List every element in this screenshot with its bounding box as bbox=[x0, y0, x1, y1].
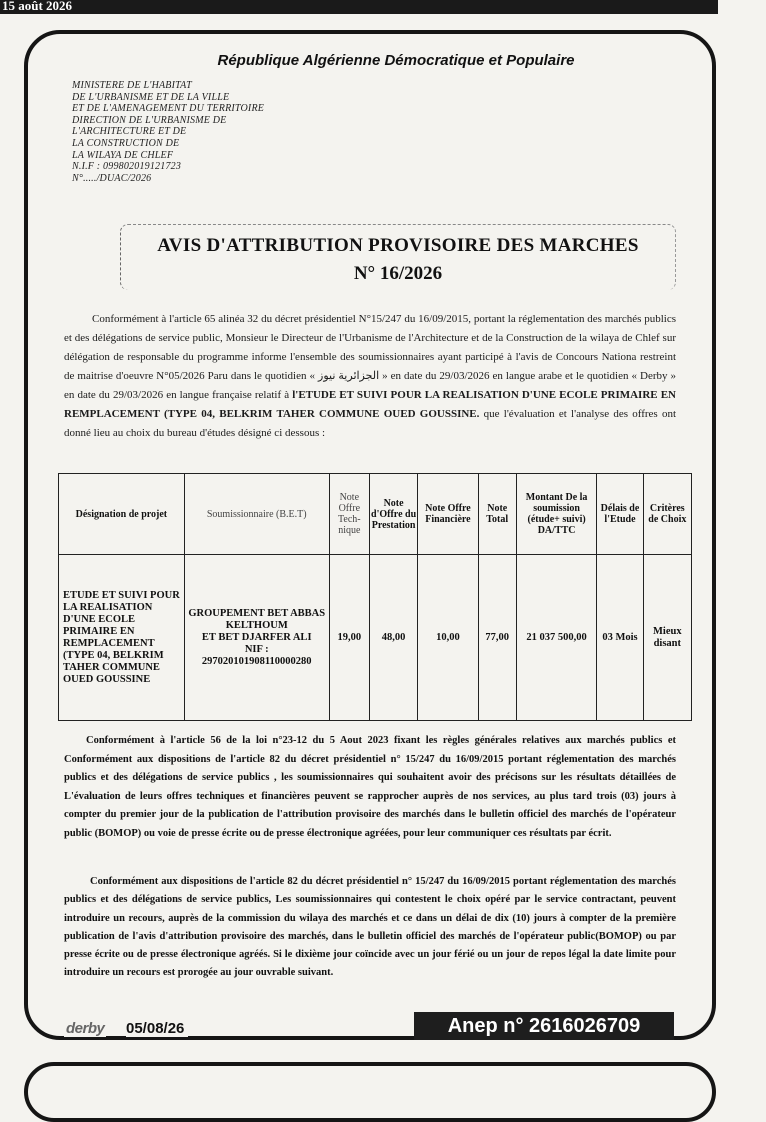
notice-title: AVIS D'ATTRIBUTION PROVISOIRE DES MARCHES bbox=[157, 235, 639, 256]
project-name: l'ETUDE ET SUIVI POUR LA REALISATION D'UNE ECOLE PRIMAIRE EN REMPLACEMENT (TYPE 04, BELKRIM TAHER COMMUNE OUED GOUSSINE. bbox=[64, 389, 676, 420]
header-note-tech: Note Offre Tech-nique bbox=[329, 474, 369, 555]
header-note-prestation: Note d'Offre du Prestation bbox=[369, 474, 417, 555]
cell-criteria: Mieux disant bbox=[643, 555, 691, 721]
header-project: Désignation de projet bbox=[59, 474, 185, 555]
next-notice-frame bbox=[24, 1062, 716, 1122]
republic-header: République Algérienne Démocratique et Populaire bbox=[217, 52, 575, 69]
header-note-fin: Note Offre Financière bbox=[418, 474, 478, 555]
cell-delay: 03 Mois bbox=[597, 555, 643, 721]
recourse-info-paragraph: Conformément à l'article 56 de la loi n°23-12 du 5 Aout 2023 fixant les règles générales relatives aux marchés publics et Conformément aux dispositions de l'article 82 du décret présidentiel n° 15/247 du 16/09/2015 portant réglementation des marchés publics et des délégations de service publics , les soumissionnaires qui souhaitent avoir des précisons sur les résultats détaillées de L'évaluation de leurs offres techniques et financières peuvent se rapprocher auprès de nos services, au plus tard trois (03) jours à compter du premier jour de la publication de l'attribution provisoire des marchés dans le bulletin officiel des marchés de l'opérateur public (BOMOP) ou voie de presse écrite ou de presse électronique agréées, pour leur communiquer ces résultats par écrit. bbox=[64, 735, 676, 839]
header-amount: Montant De la soumission (étude+ suivi) DA/TTC bbox=[516, 474, 597, 555]
publication-date: 05/08/26 bbox=[126, 1020, 188, 1037]
bidder-line: 297020101908110000280 bbox=[201, 655, 312, 667]
title-box bbox=[120, 224, 676, 290]
ministry-line: LA WILAYA DE CHLEF bbox=[72, 149, 174, 161]
notice-number: N° 16/2026 bbox=[353, 263, 443, 284]
ministry-line: L'ARCHITECTURE ET DE bbox=[72, 126, 187, 138]
bidder-line: ET BET DJARFER ALI bbox=[201, 631, 312, 643]
cell-note-fin: 10,00 bbox=[418, 555, 478, 721]
header-criteria: Critères de Choix bbox=[643, 474, 691, 555]
intro-text: » en date du 29/03/2026 en langue arabe et le quotidien « Derby » en date du 29/03/2026 en langue française relatif à bbox=[64, 370, 677, 401]
ministry-line: LA CONSTRUCTION DE bbox=[72, 137, 180, 149]
date-strip: 15 août 2026 bbox=[0, 0, 718, 14]
derby-logo: derby bbox=[66, 1020, 105, 1037]
results-table bbox=[58, 473, 692, 721]
ministry-block bbox=[72, 80, 332, 184]
ministry-line: DIRECTION DE L'URBANISME DE bbox=[72, 114, 227, 126]
table-row bbox=[59, 555, 692, 721]
intro-paragraph bbox=[64, 310, 676, 443]
appeal-paragraph: Conformément aux dispositions de l'article 82 du décret présidentiel n° 15/247 du 16/09/2015 portant réglementation des marchés publics et des délégations de service publics, Les soumissionnaires qui contestent le choix opéré par le service contractant, peuvent introduire un recours, auprès de la commission du wilaya des marchés et ce dans un délai de dix (10) jours à compter de la première publication de l'avis d'attribution provisoire des marchés, dans le bulletin officiel des marchés de l'opérateur public(BOMOP) ou par presse écrite ou de presse électronique agréés. Si le dixième jour coïncide avec un jour férié ou un jour de repos légal la date limite pour introduire un recours est prorogée au jour ouvrable suivant. bbox=[64, 876, 676, 979]
cell-bidder bbox=[184, 555, 329, 721]
ministry-line: ET DE L'AMENAGEMENT DU TERRITOIRE bbox=[72, 103, 265, 115]
arabic-newspaper: الجزائرية نيوز bbox=[318, 370, 380, 382]
intro-text: que l'évaluation et l'analyse des offres ont donné lieu au choix du bureau d'études désigné ci dessous : bbox=[64, 408, 676, 439]
header-delay: Délais de l'Etude bbox=[597, 474, 643, 555]
intro-text: Conformément à l'article 65 alinéa 32 du décret présidentiel N°15/247 du 16/09/2015, portant la réglementation des marchés publics et des délégations de service public, Monsieur le Directeur de l'Urbanisme de l'Architecture et de la Construction de la wilaya de Chlef sur délégation de responsable du programme informe l'ensemble des soumissionnaires ayant participé à l'avis de Concours Nationa restreint de maitrise d'oeuvre N°05/2026 Paru dans le quotidien « bbox=[64, 313, 676, 382]
anep-number: Anep n° 2616026709 bbox=[414, 1012, 674, 1040]
cell-amount: 21 037 500,00 bbox=[516, 555, 597, 721]
bidder-line: NIF : bbox=[244, 643, 269, 655]
cell-note-total: 77,00 bbox=[478, 555, 516, 721]
header-bidder: Soumissionnaire (B.E.T) bbox=[184, 474, 329, 555]
cell-project: ETUDE ET SUIVI POUR LA REALISATION D'UNE ECOLE PRIMAIRE EN REMPLACEMENT (TYPE 04, BELKRIM TAHER COMMUNE OUED GOUSSINE bbox=[59, 555, 185, 721]
cell-note-prestation: 48,00 bbox=[369, 555, 417, 721]
ministry-line: MINISTERE DE L'HABITAT bbox=[72, 80, 192, 91]
bidder-line: GROUPEMENT BET ABBAS KELTHOUM bbox=[188, 607, 326, 631]
table-header-row bbox=[59, 474, 692, 555]
ministry-line: N°...../DUAC/2026 bbox=[72, 172, 152, 184]
cell-note-tech: 19,00 bbox=[329, 555, 369, 721]
ministry-line: DE L'URBANISME ET DE LA VILLE bbox=[72, 91, 230, 103]
ministry-line: N.I.F : 099802019121723 bbox=[72, 161, 182, 173]
header-note-total: Note Total bbox=[478, 474, 516, 555]
